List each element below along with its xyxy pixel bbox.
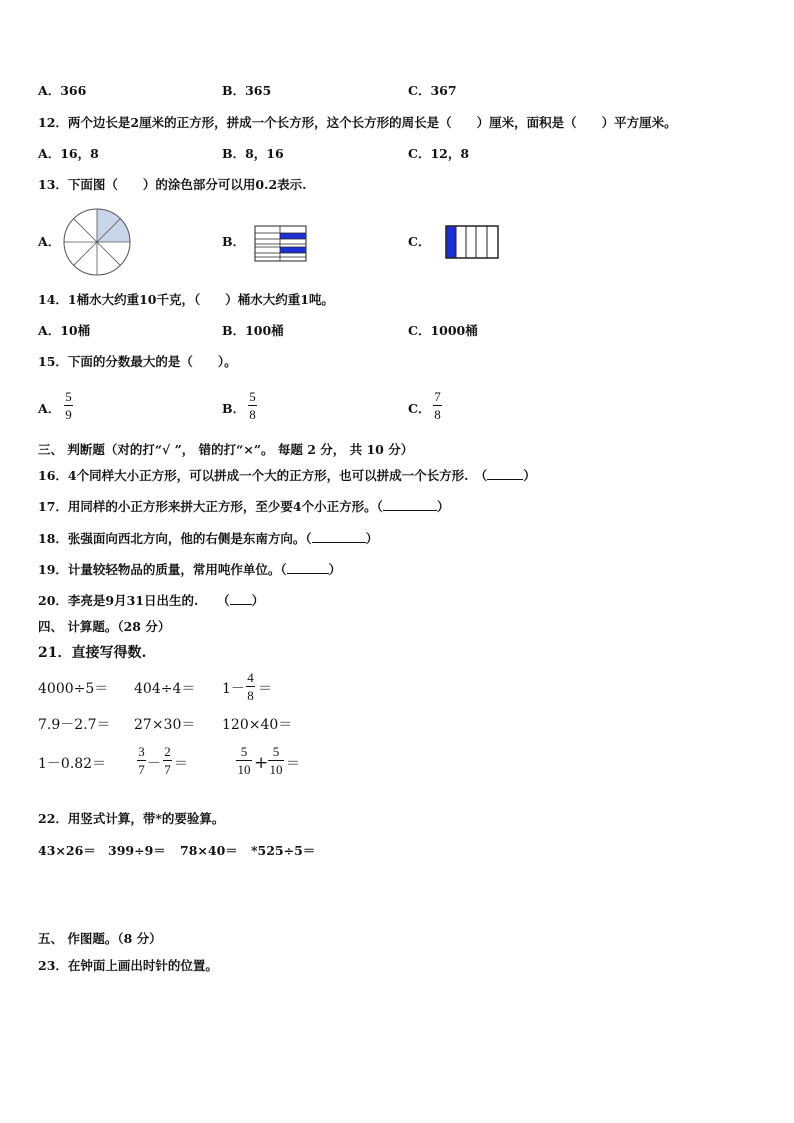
- q13-option-c: C．: [408, 234, 431, 249]
- q22-title: 22．用竖式计算，带*的要验算。: [38, 811, 225, 826]
- bar-dividers: [456, 226, 487, 258]
- numerator: 5: [272, 744, 280, 759]
- q13-question: 13．下面图（ ）的涂色部分可以用0.2表示.: [38, 177, 307, 192]
- rect-shaded-bottom: [280, 247, 306, 253]
- q11-option-b: B．365: [222, 83, 272, 98]
- denominator: 10: [269, 762, 283, 777]
- q16-close-paren: ）: [523, 468, 536, 483]
- section-4-heading: 四、 计算题。（28 分）: [38, 619, 171, 634]
- q15-fraction-a: [64, 390, 73, 421]
- q15-option-a: A．: [38, 401, 61, 416]
- bar-shaded-part: [446, 226, 456, 258]
- q11-option-c: C．367: [408, 83, 457, 98]
- q17-answer-blank[interactable]: [383, 510, 437, 511]
- q21-expr-9-fraction-1: [236, 745, 252, 776]
- q21-expr-3-prefix: 1－: [222, 681, 245, 697]
- rect-shaded-top: [280, 233, 306, 239]
- q21-expr-7: 1－0.82＝: [38, 756, 107, 772]
- q15-fraction-c: [433, 390, 442, 421]
- q16-answer-blank[interactable]: [487, 479, 523, 480]
- q21-expr-3-equals: ＝: [258, 681, 272, 697]
- q12-question: 12．两个边长是2厘米的正方形，拼成一个长方形，这个长方形的周长是（ ）厘米，面积是（ ）平方厘米。: [38, 115, 677, 130]
- rect-outline: [255, 226, 306, 261]
- q16-statement: [38, 468, 536, 484]
- q21-expr-1: 4000÷5＝: [38, 681, 109, 697]
- q18-statement: [38, 531, 378, 547]
- q18-text: 18．张强面向西北方向，他的右侧是东南方向。（: [38, 531, 312, 546]
- numerator: 7: [434, 389, 441, 404]
- q21-expr-6: 120×40＝: [222, 717, 293, 733]
- q19-text: 19．计量较轻物品的质量，常用吨作单位。（: [38, 562, 287, 577]
- numerator: 5: [249, 389, 256, 404]
- q14-option-b: B．100桶: [222, 323, 284, 338]
- numerator: 5: [240, 744, 248, 759]
- q15-fraction-b: [248, 390, 257, 421]
- denominator: 7: [138, 762, 145, 777]
- q21-expr-3-fraction: [246, 671, 255, 702]
- q21-expr-8-fraction-1: [137, 745, 146, 776]
- q16-text: 16．4个同样大小正方形，可以拼成一个大的正方形，也可以拼成一个长方形. （: [38, 468, 488, 483]
- circle-radii: [64, 209, 130, 275]
- q21-expr-9-plus: +: [254, 753, 269, 773]
- numerator: 2: [164, 744, 171, 759]
- q12-option-b: B．8，16: [222, 146, 284, 161]
- q17-close-paren: ）: [436, 499, 450, 514]
- numerator: 5: [65, 389, 72, 404]
- bar-rectangle-figure: [444, 224, 500, 260]
- q21-expr-9-equals: ＝: [286, 756, 300, 772]
- q21-expr-9-fraction-2: [268, 745, 284, 776]
- q17-statement: [38, 499, 449, 515]
- q21-title: 21．直接写得数.: [38, 645, 147, 661]
- q14-question: 14．1桶水大约重10千克，（ ）桶水大约重1吨。: [38, 292, 334, 307]
- q22-expr-4: *525÷5＝: [251, 843, 316, 858]
- q14-option-c: C．1000桶: [408, 323, 478, 338]
- q20-answer-blank[interactable]: [230, 604, 252, 605]
- denominator: 7: [164, 762, 171, 777]
- numerator: 3: [138, 744, 145, 759]
- q20-close-paren: ）: [251, 593, 265, 608]
- q15-question: 15．下面的分数最大的是（ ）。: [38, 354, 237, 369]
- section-3-heading: 三、 判断题（对的打“√ ”， 错的打“×”。 每题 2 分， 共 10 分）: [38, 442, 414, 457]
- q21-expr-8-equals: ＝: [174, 756, 188, 772]
- q20-statement: [38, 593, 264, 609]
- q18-close-paren: ）: [365, 531, 379, 546]
- q21-expr-5: 27×30＝: [134, 717, 196, 733]
- q17-text: 17．用同样的小正方形来拼大正方形，至少要4个小正方形。（: [38, 499, 383, 514]
- q19-answer-blank[interactable]: [287, 573, 329, 574]
- denominator: 8: [434, 407, 441, 422]
- q18-answer-blank[interactable]: [312, 542, 366, 543]
- section-5-heading: 五、 作图题。（8 分）: [38, 931, 162, 946]
- q21-expr-4: 7.9－2.7＝: [38, 717, 111, 733]
- q22-expr-3: 78×40＝: [180, 843, 238, 858]
- q12-option-c: C．12，8: [408, 146, 470, 161]
- denominator: 9: [65, 407, 72, 422]
- numerator: 4: [247, 670, 254, 685]
- q19-statement: [38, 562, 341, 578]
- q12-option-a: A．16，8: [38, 146, 99, 161]
- q21-expr-8-fraction-2: [163, 745, 172, 776]
- q21-expr-8-minus: －: [147, 756, 161, 772]
- q15-option-b: B．: [222, 401, 246, 416]
- striped-rectangle-figure: [254, 225, 308, 263]
- q19-close-paren: ）: [328, 562, 342, 577]
- denominator: 8: [247, 688, 254, 703]
- q21-expr-2: 404÷4＝: [134, 681, 196, 697]
- q13-option-a: A．: [38, 234, 61, 249]
- q22-expr-1: 43×26＝: [38, 843, 96, 858]
- denominator: 8: [249, 407, 256, 422]
- q11-option-a: A．366: [38, 83, 87, 98]
- q20-text: 20．李亮是9月31日出生的. （: [38, 593, 230, 608]
- q22-expr-2: 399÷9＝: [108, 843, 166, 858]
- denominator: 10: [237, 762, 251, 777]
- circle-figure: [62, 207, 132, 277]
- q15-option-c: C．: [408, 401, 431, 416]
- q13-option-b: B．: [222, 234, 246, 249]
- q14-option-a: A．10桶: [38, 323, 91, 338]
- q23-question: 23．在钟面上画出时针的位置。: [38, 958, 218, 973]
